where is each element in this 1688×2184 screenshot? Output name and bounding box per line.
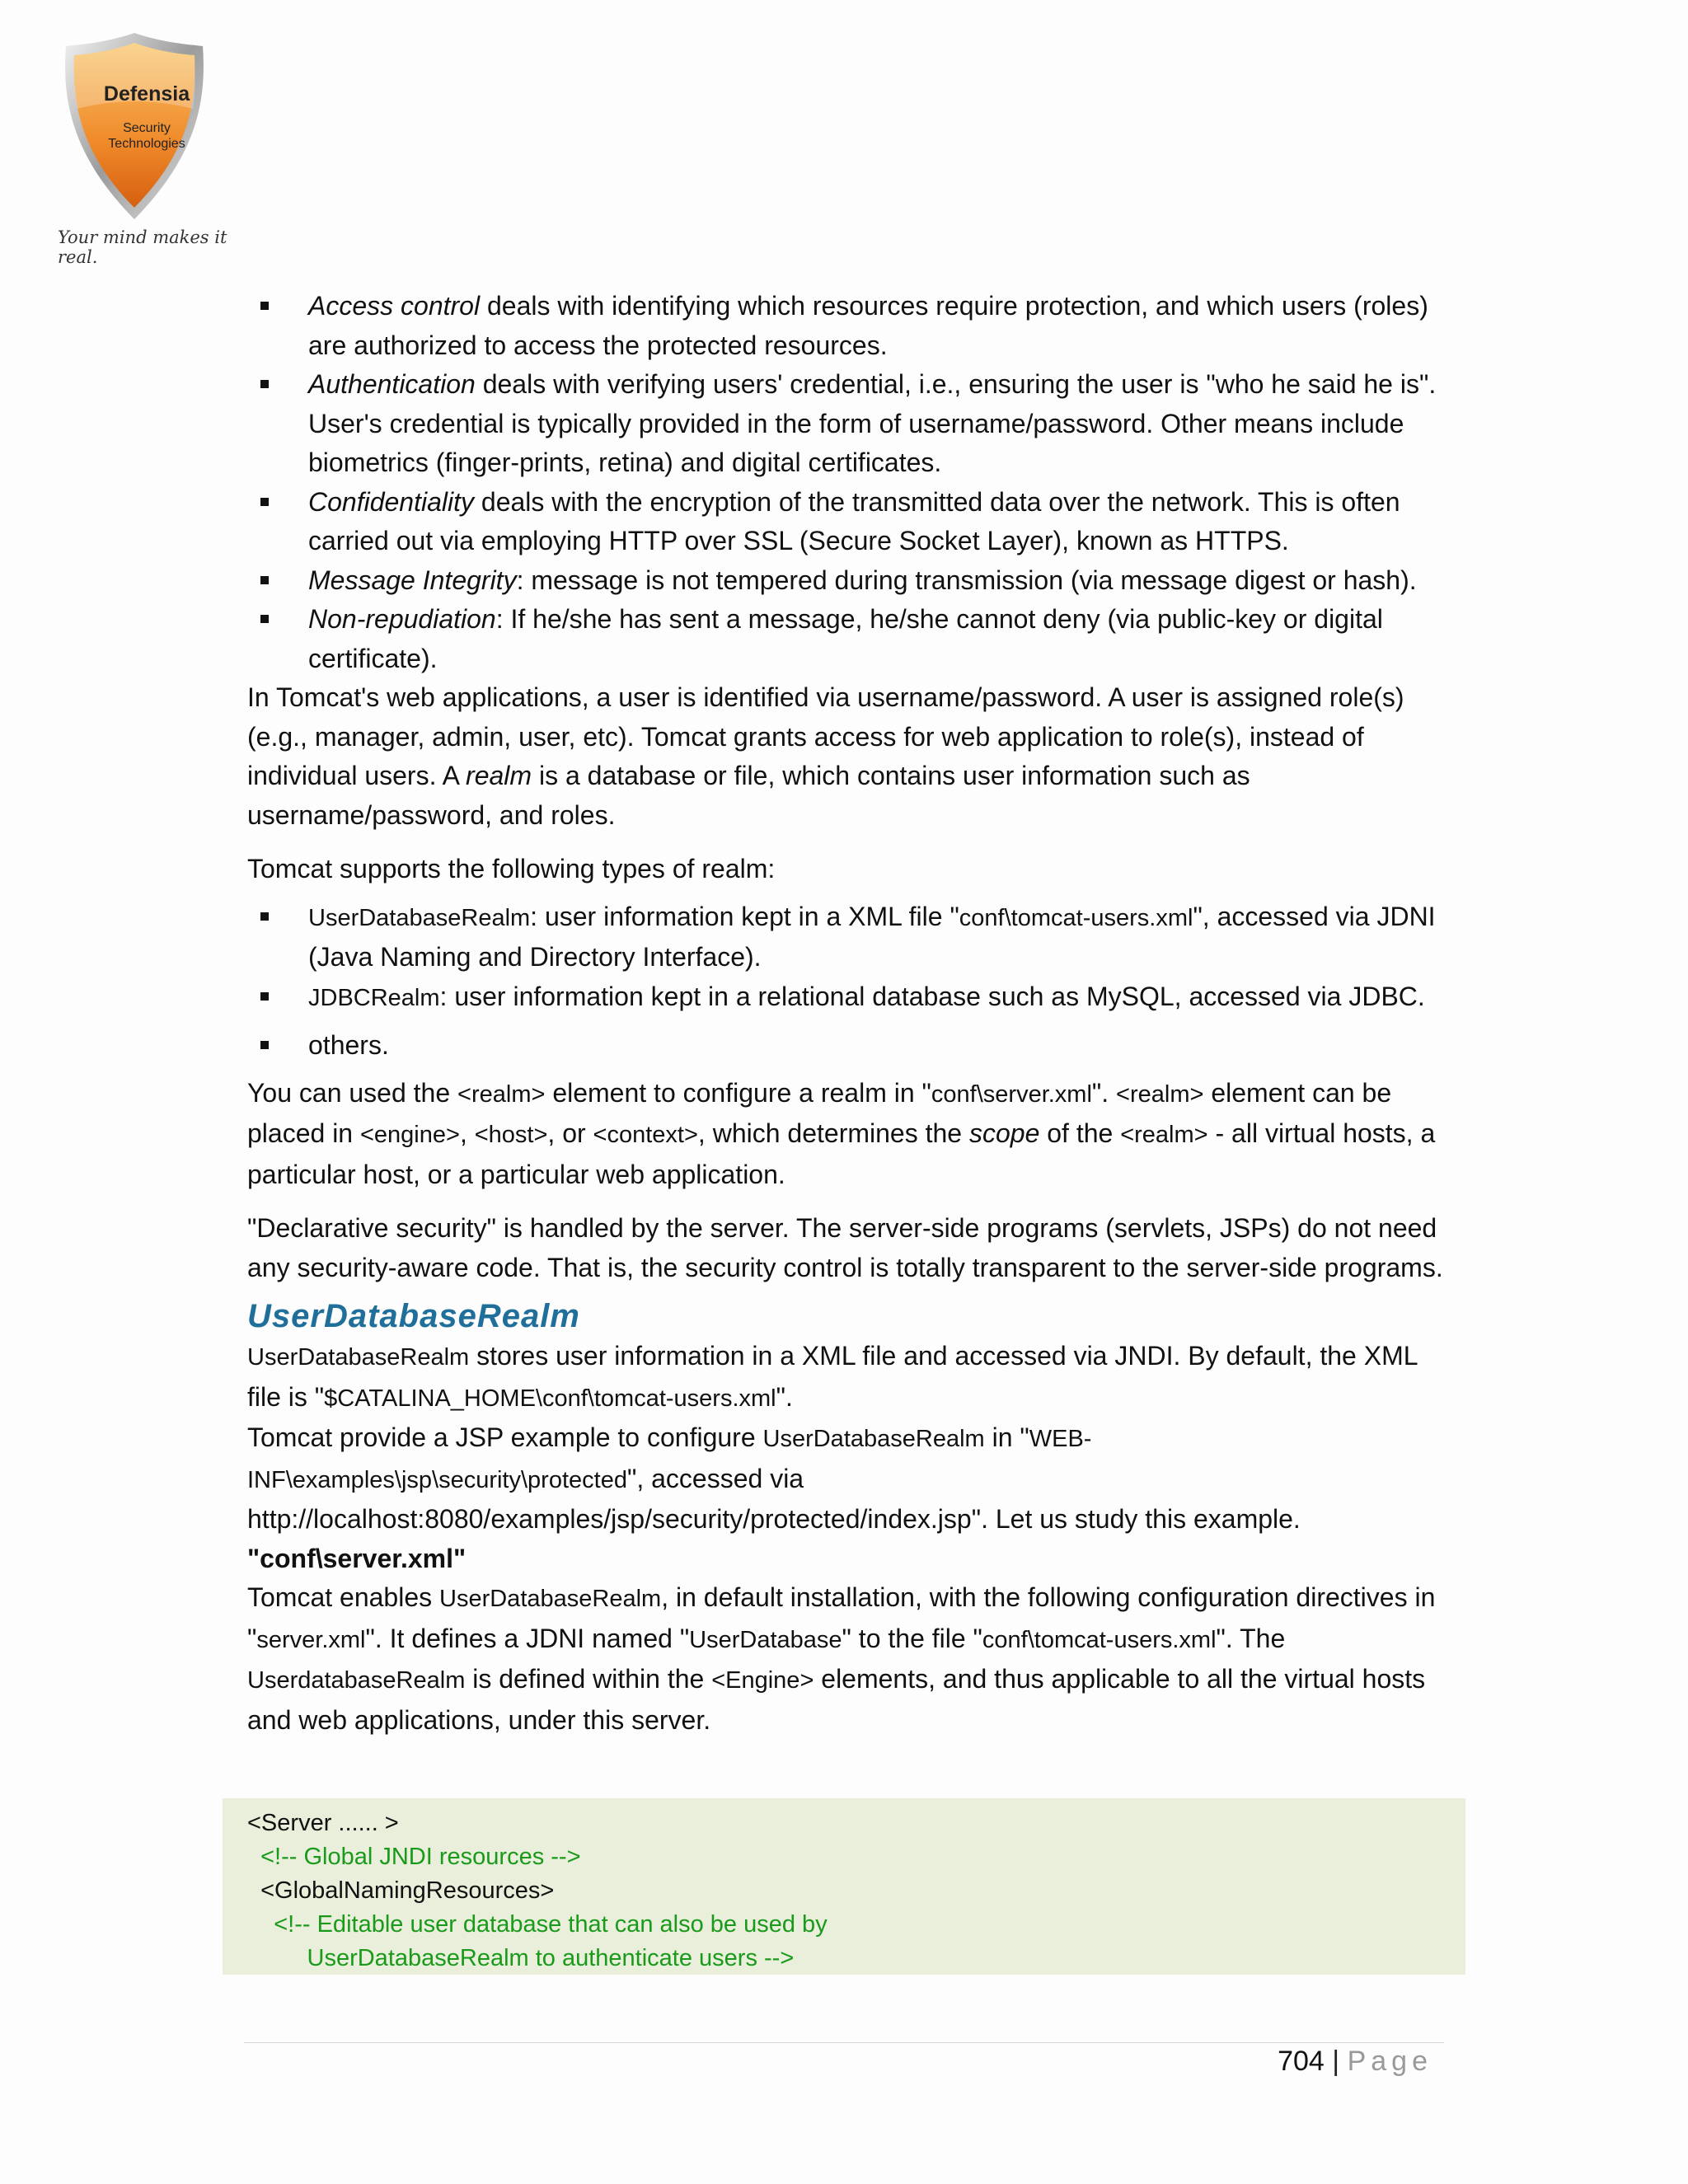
paragraph: Tomcat enables UserDatabaseRealm, in default installation, with the following configuration directives in "server.xml". It defines a JDNI named "UserDatabase" to the file "conf\tomcat-users.xml". The UserdatabaseRealm is defined within the <Engine> elements, and thus applicable to all the virtual hosts and web applications, under this server. <box>247 1582 1436 1735</box>
list-item: JDBCRealm: user information kept in a relational database such as MySQL, accessed via JDBC. <box>247 977 1451 1019</box>
paragraph: Tomcat supports the following types of realm: <box>247 854 776 883</box>
description: deals with verifying users' credential, i.e., ensuring the user is "who he said he is". User's credential is typically provided in the form of username/password. Other means include biometrics (finger-prints, retina) and digital certificates. <box>308 369 1437 477</box>
page-number: 704 <box>1278 2046 1325 2077</box>
term: Authentication <box>308 369 476 399</box>
page-content <box>247 287 1451 1740</box>
code-line: <Server ...... > <box>247 1810 399 1836</box>
term: Non-repudiation <box>308 604 496 634</box>
description: deals with the encryption of the transmitted data over the network. This is often carried out via employing HTTP over SSL (Secure Socket Layer), known as HTTPS. <box>308 486 1400 555</box>
logo-brand: Defensia <box>103 82 190 105</box>
code-comment-line: UserDatabaseRealm to authenticate users --> <box>247 1945 795 1971</box>
page-label: Page <box>1347 2046 1432 2077</box>
security-concepts-list <box>247 287 1451 678</box>
paragraph: Tomcat provide a JSP example to configure UserDatabaseRealm in "WEB-INF\examples\jsp\security\protected", accessed via http://localhost:8080/examples/jsp/security/protected/index.jsp". Let us study this example. <box>247 1422 1301 1534</box>
list-item <box>247 483 1451 561</box>
code-comment-line: <!-- Editable user database that can also be used by <box>247 1911 828 1938</box>
list-item: others. <box>247 1026 1451 1066</box>
paragraph: In Tomcat's web applications, a user is identified via username/password. A user is assigned role(s) (e.g., manager, admin, user, etc). Tomcat grants access for web application to role(s), instead of individual users. A realm is a database or file, which contains user information such as username/password, and roles. <box>247 682 1404 830</box>
description: : If he/she has sent a message, he/she cannot deny (via public-key or digital certificate). <box>308 604 1383 673</box>
term: Access control <box>308 291 481 321</box>
description: deals with identifying which resources require protection, and which users (roles) are authorized to access the protected resources. <box>308 291 1428 360</box>
paragraph: You can used the <realm> element to configure a realm in "conf\server.xml". <realm> element can be placed in <engine>, <host>, or <context>, which determines the scope of the <realm> - all virtual hosts, a particular host, or a particular web application. <box>247 1077 1436 1189</box>
code-line: <GlobalNamingResources> <box>247 1877 555 1904</box>
list-item <box>247 287 1451 365</box>
paragraph: "Declarative security" is handled by the server. The server-side programs (servlets, JSPs) do not need any security-aware code. That is, the security control is totally transparent to the server-side programs. <box>247 1213 1443 1282</box>
page-footer <box>1278 2046 1432 2078</box>
section-heading: UserDatabaseRealm <box>247 1298 580 1334</box>
description: : message is not tempered during transmission (via message digest or hash). <box>516 565 1417 595</box>
subheading: "conf\server.xml" <box>247 1543 467 1573</box>
realm-types-list <box>247 898 1451 1066</box>
list-item <box>247 561 1451 601</box>
logo-subtitle-line2: Technologies <box>108 137 185 151</box>
paragraph: UserDatabaseRealm stores user information in a XML file and accessed via JNDI. By default, the XML file is "$CATALINA_HOME\conf\tomcat-users.xml". <box>247 1341 1418 1412</box>
term: Message Integrity <box>308 565 517 595</box>
logo-subtitle <box>56 120 237 152</box>
company-logo <box>56 28 237 267</box>
logo-subtitle-line1: Security <box>123 121 171 135</box>
code-block <box>223 1798 1465 1975</box>
list-item <box>247 365 1451 483</box>
footer-separator: | <box>1332 2046 1340 2077</box>
list-item: UserDatabaseRealm: user information kept in a XML file "conf\tomcat-users.xml", accessed via JDNI (Java Naming and Directory Interface). <box>247 898 1451 977</box>
footer-divider <box>244 2042 1444 2043</box>
code-comment-line: <!-- Global JNDI resources --> <box>247 1844 581 1870</box>
logo-tagline: Your mind makes it real. <box>58 227 227 267</box>
term: Confidentiality <box>308 486 474 517</box>
list-item <box>247 600 1451 678</box>
